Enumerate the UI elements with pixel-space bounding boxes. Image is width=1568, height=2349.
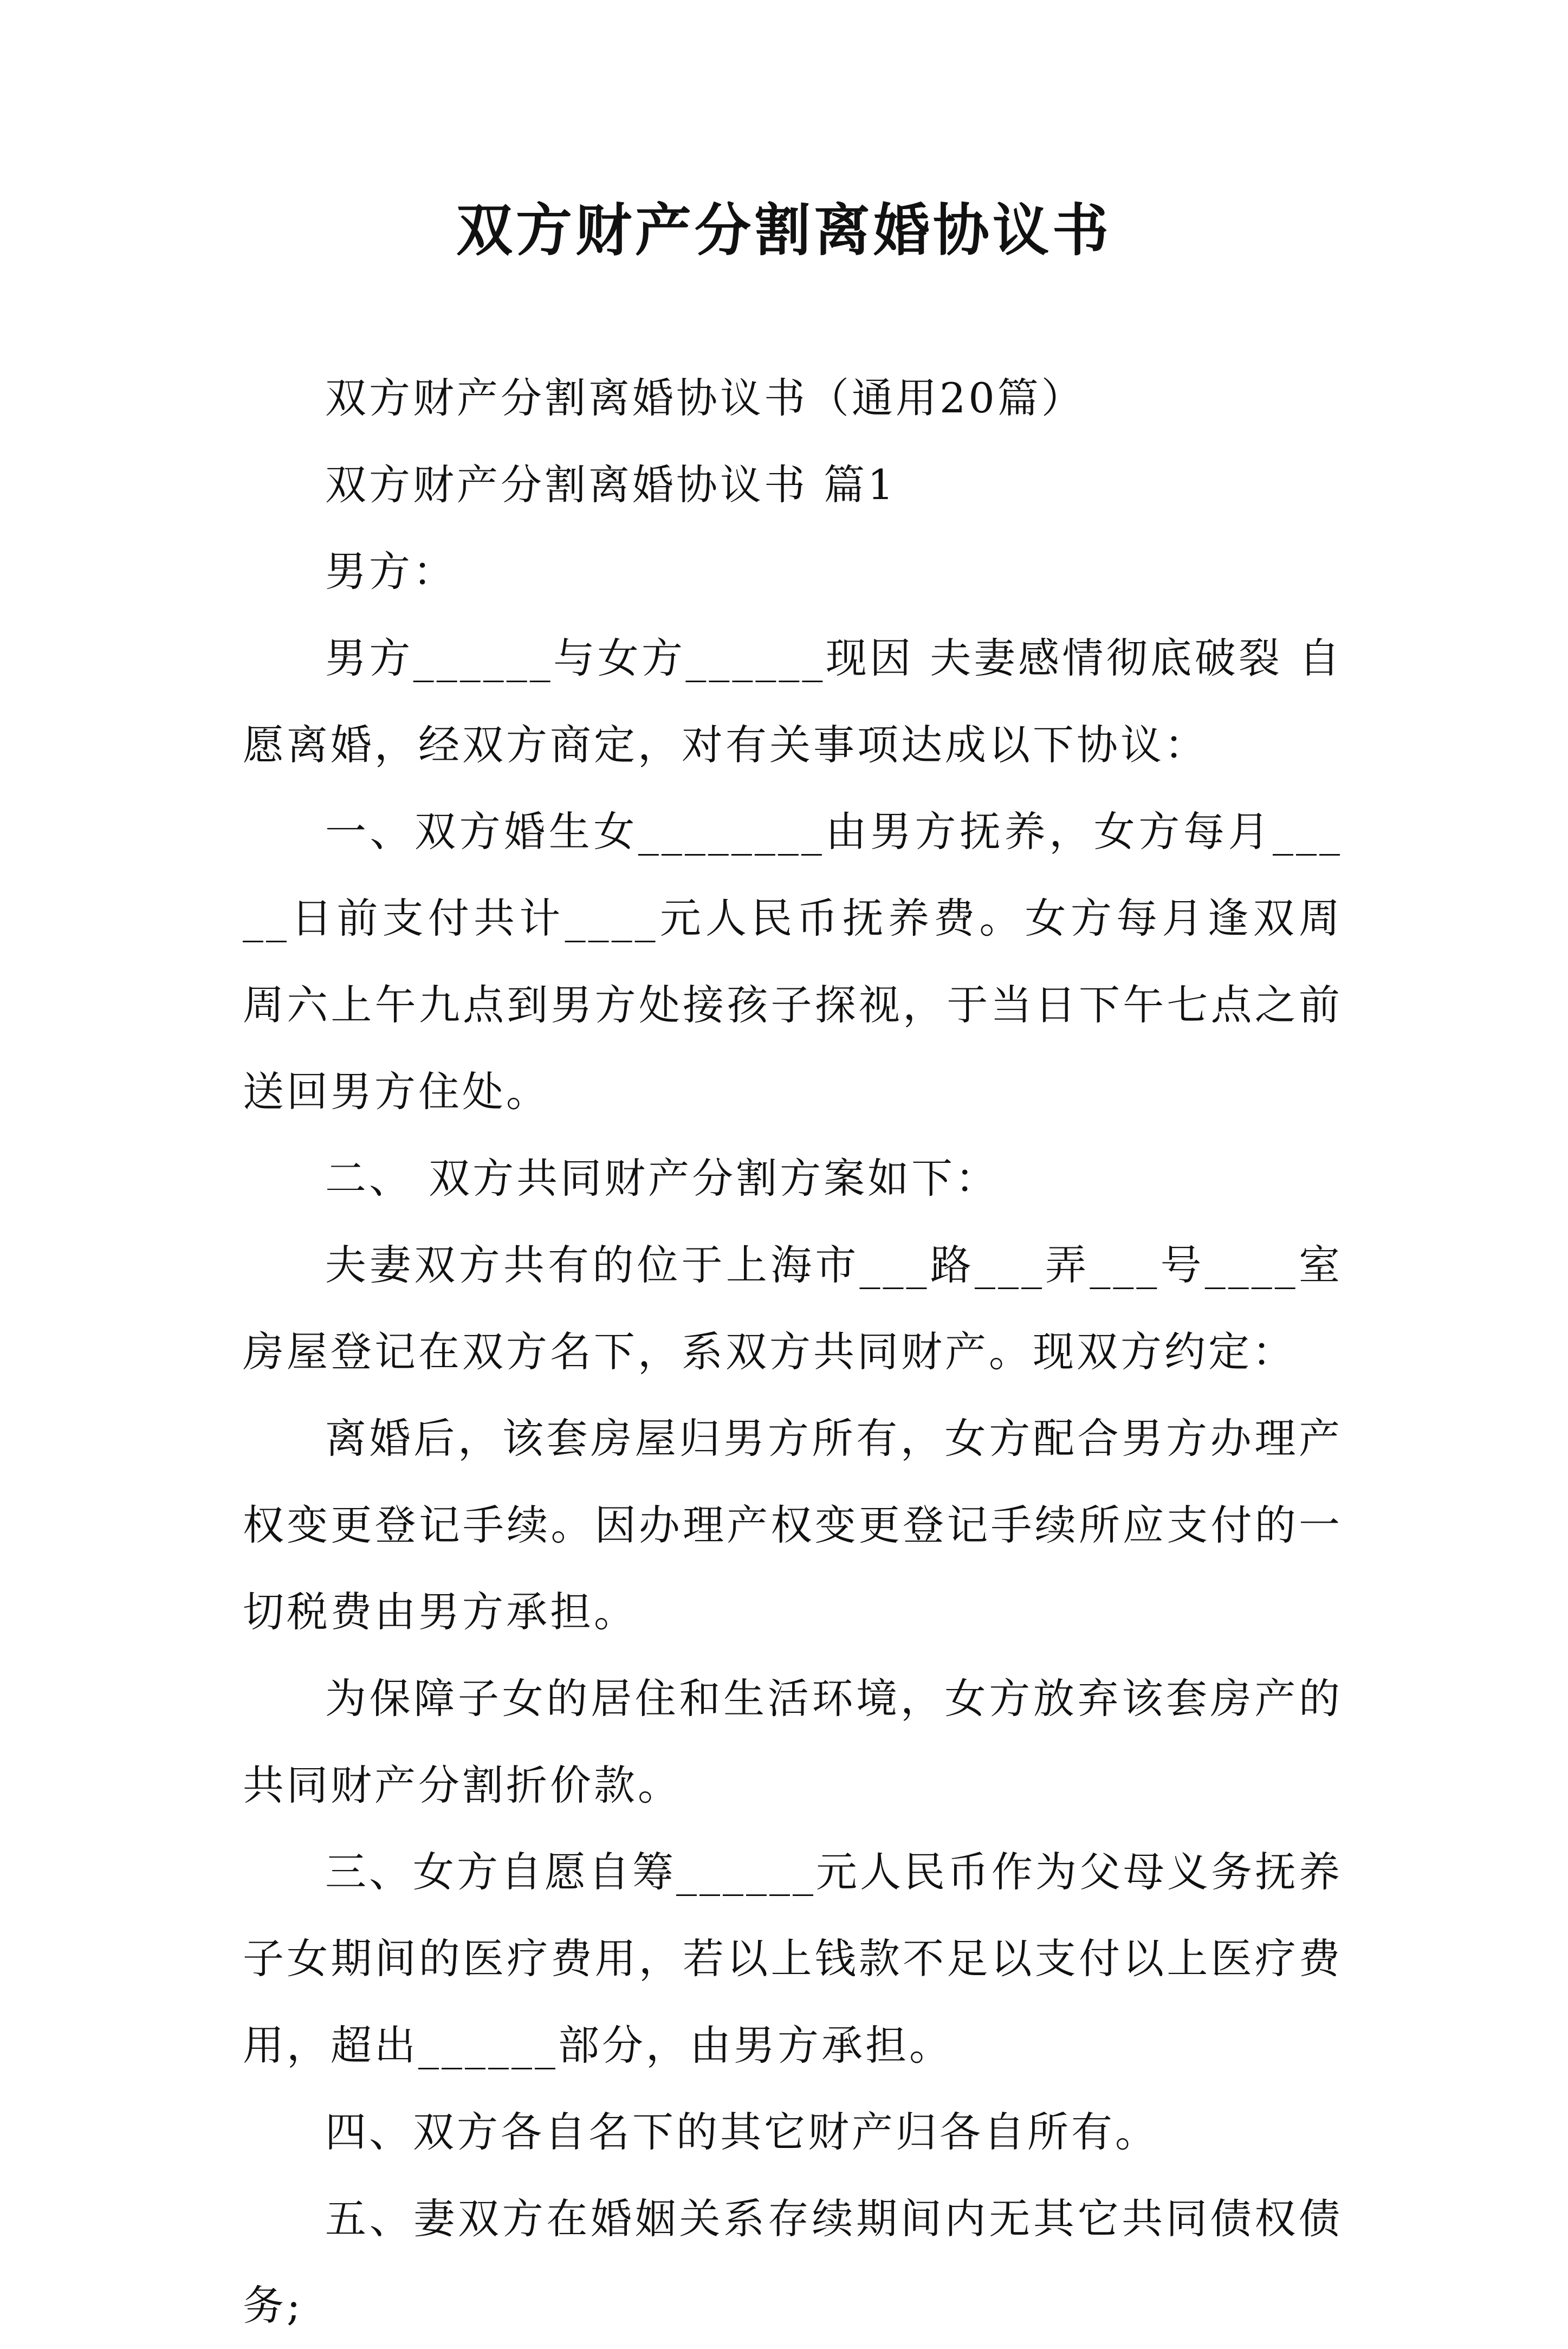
property-ownership-paragraph: 离婚后，该套房屋归男方所有，女方配合男方办理产权变更登记手续。因办理产权变更登记手续所应支付的一切税费由男方承担。 bbox=[243, 1414, 1343, 1636]
party-line: 男方： bbox=[325, 547, 457, 596]
document-body bbox=[243, 355, 1343, 2349]
intro-paragraph: 男方______与女方______现因 夫妻感情彻底破裂 自愿离婚，经双方商定，对有关事项达成以下协议： bbox=[243, 634, 1343, 769]
clause-3-paragraph: 三、女方自愿自筹______元人民币作为父母义务抚养子女期间的医疗费用，若以上钱款不足以支付以上医疗费用，超出______部分，由男方承担。 bbox=[243, 1848, 1343, 2069]
section-heading: 双方财产分割离婚协议书 篇1 bbox=[325, 461, 897, 509]
subtitle-paragraph: 双方财产分割离婚协议书（通用20篇） bbox=[325, 374, 1085, 422]
property-paragraph: 夫妻双方共有的位于上海市___路___弄___号____室房屋登记在双方名下，系双方共同财产。现双方约定： bbox=[243, 1241, 1343, 1376]
clause-4-paragraph: 四、双方各自名下的其它财产归各自所有。 bbox=[325, 2108, 1159, 2156]
document-title: 双方财产分割离婚协议书 bbox=[456, 197, 1112, 263]
clause-2-heading: 二、 双方共同财产分割方案如下： bbox=[325, 1154, 1000, 1202]
property-waiver-paragraph: 为保障子女的居住和生活环境，女方放弃该套房产的共同财产分割折价款。 bbox=[243, 1674, 1343, 1809]
clause-5-paragraph: 五、妻双方在婚姻关系存续期间内无其它共同债权债务; bbox=[243, 2195, 1343, 2329]
clause-1-paragraph: 一、双方婚生女________由男方抚养，女方每月_____日前支付共计____元人民币抚养费。女方每月逢双周周六上午九点到男方处接孩子探视，于当日下午七点之前送回男方住处。 bbox=[243, 807, 1343, 1116]
